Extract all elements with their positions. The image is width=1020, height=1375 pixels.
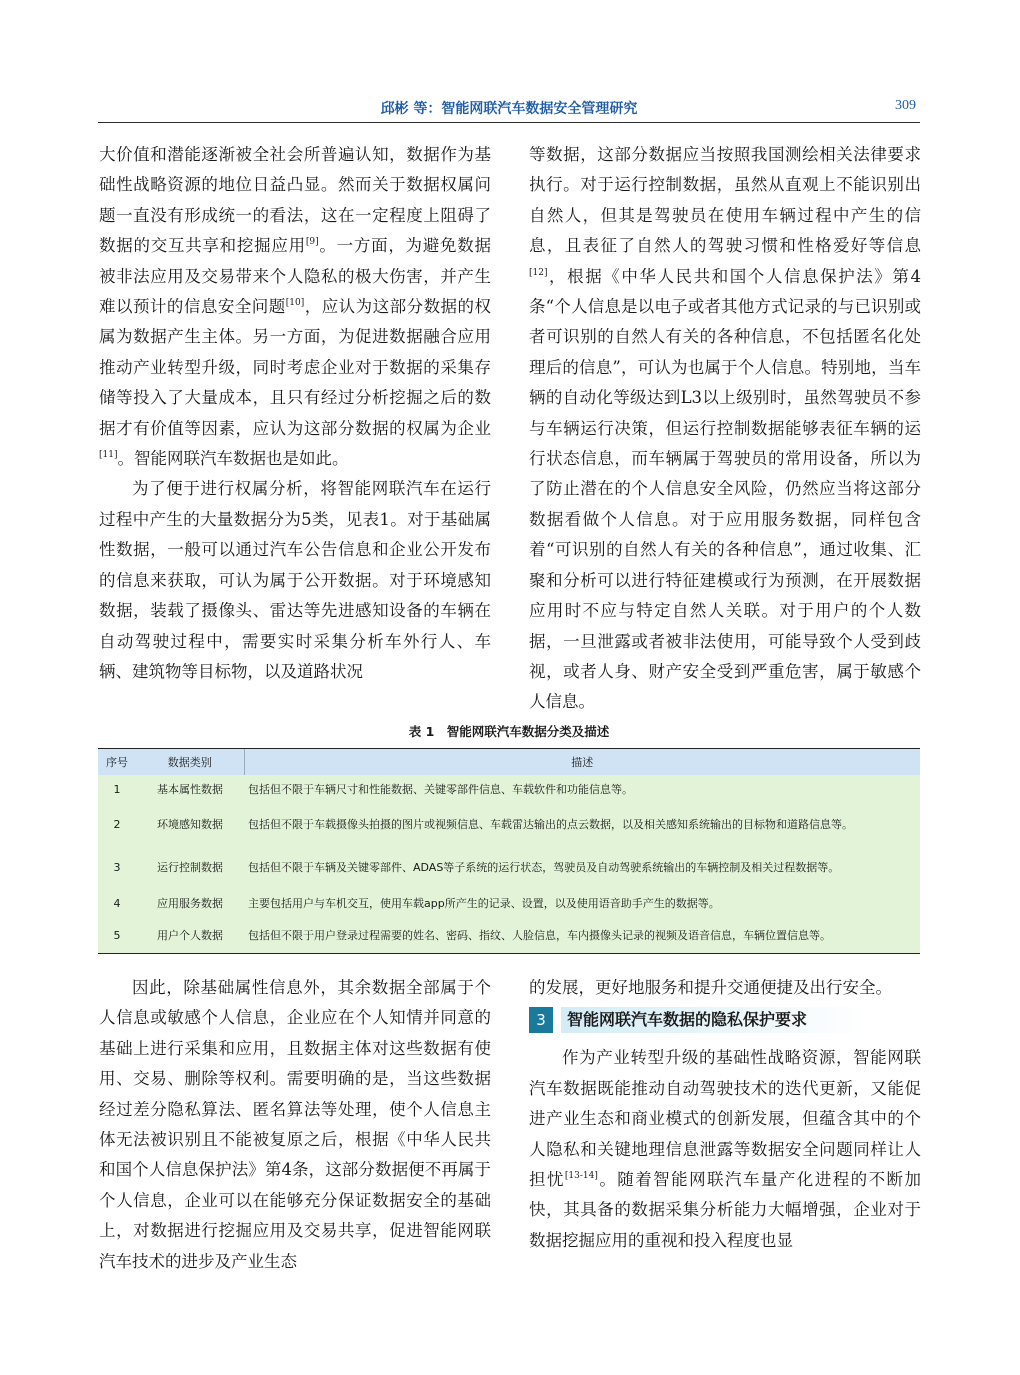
paragraph <box>529 140 921 718</box>
cell-no: 2 <box>113 817 121 831</box>
column-header: 描述 <box>244 749 920 775</box>
citation: [12] <box>529 267 548 278</box>
column-header: 数据类别 <box>167 756 212 769</box>
cell-category: 基本属性数据 <box>157 782 223 796</box>
cell-description: 主要包括用户与车机交互，使用车载app所产生的记录、设置，以及使用语音助手产生的数据等。 <box>248 896 720 910</box>
cell-category: 应用服务数据 <box>157 896 223 910</box>
text-run: 等数据，这部分数据应当按照我国测绘相关法律要求执行。对于运行控制数据，虽然从直观上不能识别出自然人，但其是驾驶员在使用车辆过程中产生的信息，且表征了自然人的驾驶习惯和性格爱好等信息 <box>529 145 921 256</box>
cell-no: 4 <box>113 896 121 910</box>
cell-description: 包括但不限于车辆及关键零部件、ADAS等子系统的运行状态，驾驶员及自动驾驶系统输出的车辆控制及相关过程数据等。 <box>248 860 840 874</box>
data-table <box>98 748 920 954</box>
paragraph: 的发展，更好地服务和提升交通便捷及出行安全。 <box>529 978 892 997</box>
cell-no: 1 <box>113 782 121 796</box>
cell-category: 运行控制数据 <box>157 860 223 874</box>
section-heading <box>529 1007 921 1033</box>
text-run: 。智能网联汽车数据也是如此。 <box>117 449 349 469</box>
table-row <box>98 917 920 953</box>
citation: [9] <box>305 237 319 248</box>
column-left-top <box>99 140 491 687</box>
column-right-bottom <box>529 973 921 1256</box>
cell-description: 包括但不限于车辆尺寸和性能数据、关键零部件信息、车载软件和功能信息等。 <box>248 782 633 796</box>
section-number: 3 <box>529 1007 553 1033</box>
paragraph: 因此，除基础属性信息外，其余数据全部属于个人信息或敏感个人信息，企业应在个人知情并同意的基础上进行采集和应用，且数据主体对这些数据有使用、交易、删除等权利。需要明确的是，当这些数据经过差分隐私算法、匿名算法等处理，使个人信息主体无法被识别且不能被复原之后，根据《中华人民共和国个人信息保护法》第4条，这部分数据便不再属于个人信息，企业可以在能够充分保证数据安全的基础上，对数据进行挖掘应用及交易共享，促进智能网联汽车技术的进步及产业生态 <box>99 978 491 1271</box>
table-row <box>98 889 920 917</box>
page-number: 309 <box>895 98 916 113</box>
text-run: ，根据《中华人民共和国个人信息保护法》第4条“个人信息是以电子或者其他方式记录的与已识别或者可识别的自然人有关的各种信息，不包括匿名化处理后的信息”，可认为也属于个人信息。特别地，当车辆的自动化等级达到L3以上级别时，虽然驾驶员不参与车辆运行决策，但运行控制数据能够表征车辆的运行状态信息，而车辆属于驾驶员的常用设备，所以为了防止潜在的个人信息安全风险，仍然应当将这部分数据看做个人信息。对于应用服务数据，同样包含着“可识别的自然人有关的各种信息”，通过收集、汇聚和分析可以进行特征建模或行为预测，在开展数据应用时不应与特定自然人关联。对于用户的个人数据，一旦泄露或者被非法使用，可能导致个人受到歧视，或者人身、财产安全受到严重危害，属于敏感个人信息。 <box>529 266 921 712</box>
table-row <box>98 845 920 889</box>
text-run: 。一方面，为避免数据被非法应用及交易带来个人隐私的极大伤害，并产生难以预计的信息安全问题 <box>99 236 492 317</box>
cell-no: 5 <box>113 928 121 942</box>
paragraph <box>99 140 491 474</box>
text-run: ，应认为这部分数据的权属为数据产生主体。另一方面，为促进数据融合应用推动产业转型升级，同时考虑企业对于数据的采集存储等投入了大量成本，且只有经过分析挖掘之后的数据才有价值等因素，应认为这部分数据的权属为企业 <box>99 297 492 438</box>
column-left-bottom <box>99 973 491 1277</box>
cell-category: 环境感知数据 <box>157 817 223 831</box>
table-row <box>98 775 920 803</box>
running-header <box>98 98 920 123</box>
citation: [13-14] <box>564 1171 598 1182</box>
table-header-row <box>98 749 920 775</box>
text-run: 大价值和潜能逐渐被全社会所普遍认知，数据作为基础性战略资源的地位日益凸显。然而关于数据权属问题一直没有形成统一的看法，这在一定程度上阻碍了数据的交互共享和挖掘应用 <box>99 145 491 256</box>
cell-category: 用户个人数据 <box>157 928 223 942</box>
text-run: 作为产业转型升级的基础性战略资源，智能网联汽车数据既能推动自动驾驶技术的迭代更新，又能促进产业生态和商业模式的创新发展，但蕴含其中的个人隐私和关键地理信息泄露等数据安全问题同样让人担忧 <box>529 1048 921 1190</box>
table-caption: 表 1 智能网联汽车数据分类及描述 <box>408 724 610 739</box>
citation: [11] <box>99 450 118 461</box>
section-title: 智能网联汽车数据的隐私保护要求 <box>561 1007 867 1033</box>
citation: [10] <box>285 298 305 309</box>
running-title: 邱彬 等：智能网联汽车数据安全管理研究 <box>380 101 638 117</box>
paragraph: 为了便于进行权属分析，将智能网联汽车在运行过程中产生的大量数据分为5类，见表1。对于基础属性数据，一般可以通过汽车公告信息和企业公开发布的信息来获取，可认为属于公开数据。对于环境感知数据，装载了摄像头、雷达等先进感知设备的车辆在自动驾驶过程中，需要实时采集分析车外行人、车辆、建筑物等目标物，以及道路状况 <box>99 479 491 681</box>
cell-no: 3 <box>113 860 121 874</box>
table-row <box>98 803 920 845</box>
cell-description: 包括但不限于车载摄像头拍摄的图片或视频信息、车载雷达输出的点云数据，以及相关感知系统输出的目标物和道路信息等。 <box>248 817 853 831</box>
cell-description: 包括但不限于用户登录过程需要的姓名、密码、指纹、人脸信息，车内摄像头记录的视频及语音信息，车辆位置信息等。 <box>248 928 831 942</box>
paragraph <box>529 1043 921 1256</box>
text-run: 。随着智能网联汽车量产化进程的不断加快，其具备的数据采集分析能力大幅增强，企业对于数据挖掘应用的重视和投入程度也显 <box>529 1170 922 1250</box>
column-right-top <box>529 140 921 718</box>
column-header: 序号 <box>106 756 128 769</box>
